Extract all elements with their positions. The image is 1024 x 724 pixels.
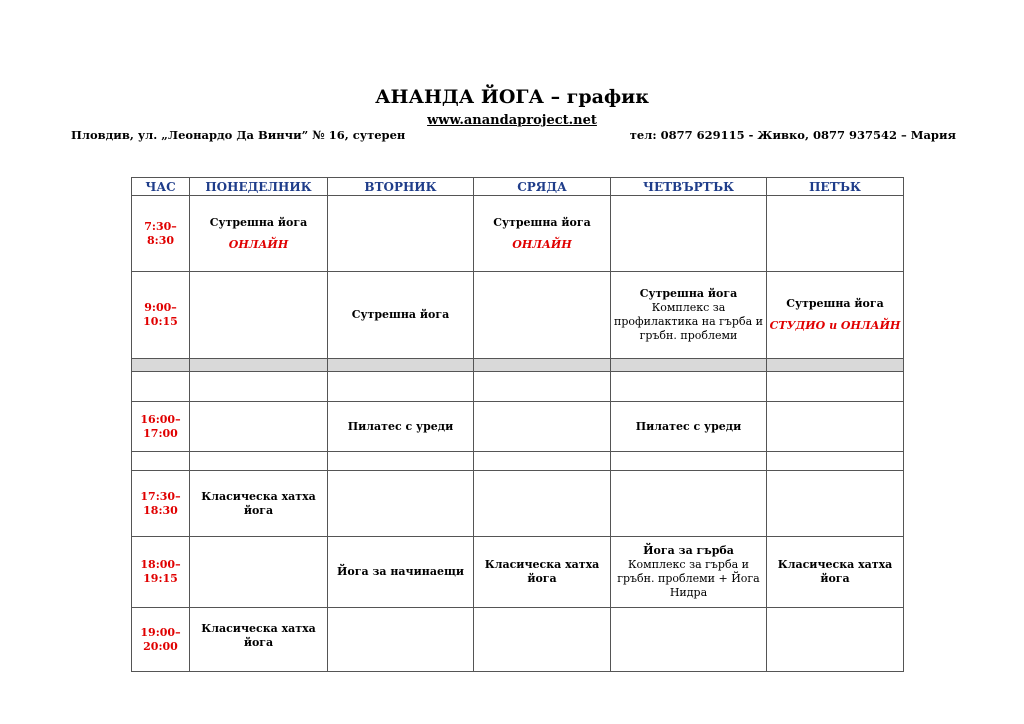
- class-cell: [190, 471, 328, 537]
- class-cell: [328, 402, 474, 452]
- class-note: ОНЛАЙН: [228, 237, 289, 251]
- time-cell: 18:00–19:15: [132, 537, 190, 608]
- empty-cell: [767, 608, 904, 672]
- class-name: Сутрешна йога: [209, 215, 308, 229]
- empty-row: [132, 452, 904, 471]
- class-note: СТУДИО и ОНЛАЙН: [769, 319, 901, 332]
- empty-cell: [474, 402, 611, 452]
- empty-cell: [767, 196, 904, 272]
- class-cell: [328, 272, 474, 359]
- time-cell: 16:00–17:00: [132, 402, 190, 452]
- column-header-tuesday: ВТОРНИК: [328, 178, 474, 196]
- class-name: Йога за начинаещи: [336, 565, 465, 578]
- class-name: Йога за гърба: [643, 544, 734, 557]
- class-cell: [328, 537, 474, 608]
- class-cell: [611, 537, 767, 608]
- class-cell: [190, 608, 328, 672]
- empty-cell: [190, 537, 328, 608]
- class-cell: [474, 537, 611, 608]
- class-cell: [190, 196, 328, 272]
- class-name: Сутрешна йога: [786, 297, 884, 310]
- header-row: [132, 178, 904, 196]
- class-name: Класическа хатха йога: [201, 489, 316, 517]
- class-note: ОНЛАЙН: [512, 237, 572, 251]
- class-name: Сутрешна йога: [351, 308, 450, 321]
- address: Пловдив, ул. „Леонардо Да Винчи” № 16, сутерен: [71, 128, 406, 142]
- phone-numbers: тел: 0877 629115 - Живко, 0877 937542 – Мария: [629, 128, 956, 142]
- empty-cell: [767, 471, 904, 537]
- empty-cell: [190, 402, 328, 452]
- empty-row: [132, 372, 904, 402]
- empty-cell: [611, 471, 767, 537]
- class-name: Пилатес с уреди: [635, 419, 742, 433]
- column-header-monday: ПОНЕДЕЛНИК: [190, 178, 328, 196]
- empty-cell: [474, 608, 611, 672]
- column-header-hour: ЧАС: [132, 178, 190, 196]
- schedule-table: [131, 177, 904, 672]
- time-cell: 7:30–8:30: [132, 196, 190, 272]
- empty-cell: [611, 196, 767, 272]
- empty-cell: [328, 196, 474, 272]
- class-cell: [611, 402, 767, 452]
- page-title: АНАНДА ЙОГА – график: [375, 86, 649, 108]
- table-row: [132, 196, 904, 272]
- table-row: [132, 272, 904, 359]
- class-name: Класическа хатха йога: [484, 558, 600, 585]
- website-link[interactable]: www.anandaproject.net: [427, 113, 597, 128]
- table-row: [132, 608, 904, 672]
- class-cell: [767, 537, 904, 608]
- table-row: [132, 537, 904, 608]
- column-header-thursday: ЧЕТВЪРТЪК: [611, 178, 767, 196]
- empty-cell: [328, 471, 474, 537]
- class-name: Сутрешна йога: [639, 287, 738, 300]
- empty-cell: [328, 608, 474, 672]
- empty-cell: [474, 272, 611, 359]
- class-name: Пилатес с уреди: [347, 419, 454, 433]
- class-description: Комплекс за профилактика на гърба и гръбн. проблеми: [614, 301, 763, 342]
- class-name: Класическа хатха йога: [777, 558, 893, 585]
- column-header-wednesday: СРЯДА: [474, 178, 611, 196]
- class-cell: [611, 272, 767, 359]
- empty-cell: [611, 608, 767, 672]
- time-cell: 17:30–18:30: [132, 471, 190, 537]
- column-header-friday: ПЕТЪК: [767, 178, 904, 196]
- time-cell: 9:00–10:15: [132, 272, 190, 359]
- empty-cell: [190, 272, 328, 359]
- empty-cell: [767, 402, 904, 452]
- empty-cell: [474, 471, 611, 537]
- time-cell: 19:00–20:00: [132, 608, 190, 672]
- table-row: [132, 471, 904, 537]
- break-row: [132, 359, 904, 372]
- class-cell: [474, 196, 611, 272]
- class-name: Класическа хатха йога: [201, 621, 316, 649]
- table-row: [132, 402, 904, 452]
- class-name: Сутрешна йога: [493, 215, 591, 229]
- class-cell: [767, 272, 904, 359]
- class-description: Комплекс за гърба и гръбн. проблеми + Йога Нидра: [617, 558, 760, 599]
